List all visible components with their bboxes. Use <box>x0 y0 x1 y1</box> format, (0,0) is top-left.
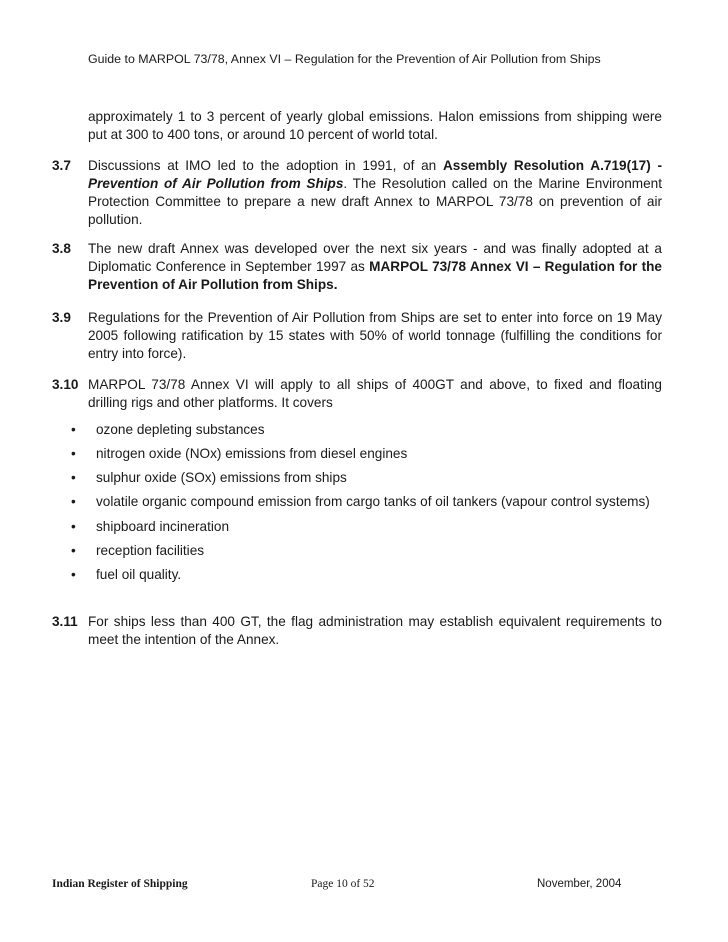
bold-run: Assembly Resolution A.719(17) - <box>442 158 662 173</box>
list-item <box>52 493 662 511</box>
bold-run: MARPOL 73/78 Annex VI – Regulation for the Prevention of Air Pollution from Ships. <box>88 259 662 292</box>
text-run: The new draft Annex was developed over the next six years - and was finally adopted at a Diplomatic Conference in September 1997 as <box>88 241 662 274</box>
list-item <box>52 469 662 487</box>
continuation-text: approximately 1 to 3 percent of yearly global emissions. Halon emissions from shipping were put at 300 to 400 tons, or around 10 percent of world total. <box>88 109 662 142</box>
list-item-text: sulphur oxide (SOx) emissions from ships <box>96 470 347 485</box>
section-text: MARPOL 73/78 Annex VI will apply to all ships of 400GT and above, to fixed and floating drilling rigs and other platforms. It covers <box>88 377 662 410</box>
section-number: 3.11 <box>52 614 78 629</box>
bullet-icon: • <box>71 567 76 582</box>
section-3-8 <box>52 240 662 294</box>
bullet-icon: • <box>71 446 76 461</box>
list-item-text: nitrogen oxide (NOx) emissions from diesel engines <box>96 446 408 461</box>
section-number: 3.9 <box>52 310 71 325</box>
list-item <box>52 445 662 463</box>
section-text <box>88 157 662 229</box>
list-item-text: fuel oil quality. <box>96 567 182 582</box>
section-number: 3.10 <box>52 377 79 392</box>
section-text: Regulations for the Prevention of Air Pollution from Ships are set to enter into force on 19 May 2005 following ratification by 15 states with 50% of world tonnage (fulfilling the conditions for entry into force). <box>88 310 662 361</box>
section-number: 3.7 <box>52 158 71 173</box>
section-text <box>88 240 662 294</box>
list-item-text: reception facilities <box>96 543 205 558</box>
list-item-text: shipboard incineration <box>96 519 230 534</box>
running-header: Guide to MARPOL 73/78, Annex VI – Regulation for the Prevention of Air Pollution from Ships <box>88 52 601 66</box>
footer-organization: Indian Register of Shipping <box>52 878 188 890</box>
continuation-paragraph <box>52 108 662 144</box>
footer-page-number: Page 10 of 52 <box>311 878 375 890</box>
list-item <box>52 566 662 584</box>
footer-date: November, 2004 <box>537 878 622 890</box>
list-item-text: ozone depleting substances <box>96 422 265 437</box>
text-run: Discussions at IMO led to the adoption in 1991, of an <box>88 158 443 173</box>
bullet-icon: • <box>71 470 76 485</box>
section-3-10 <box>52 376 662 412</box>
bold-italic-run: Prevention of Air Pollution from Ships <box>88 176 344 191</box>
section-number: 3.8 <box>52 241 71 256</box>
list-item <box>52 518 662 536</box>
list-item <box>52 421 662 439</box>
section-3-11 <box>52 613 662 649</box>
bullet-icon: • <box>71 519 76 534</box>
text-run: . The Resolution called on the Marine Environment Protection Committee to prepare a new draft Annex to MARPOL 73/78 on prevention of air pollution. <box>88 176 663 227</box>
list-item-text: volatile organic compound emission from cargo tanks of oil tankers (vapour control systems) <box>96 494 650 509</box>
bullet-icon: • <box>71 494 76 509</box>
section-3-7 <box>52 157 662 229</box>
section-3-9 <box>52 309 662 363</box>
bullet-icon: • <box>71 422 76 437</box>
coverage-list <box>52 421 662 584</box>
section-text: For ships less than 400 GT, the flag administration may establish equivalent requirements to meet the intention of the Annex. <box>88 614 662 647</box>
bullet-icon: • <box>71 543 76 558</box>
list-item <box>52 542 662 560</box>
